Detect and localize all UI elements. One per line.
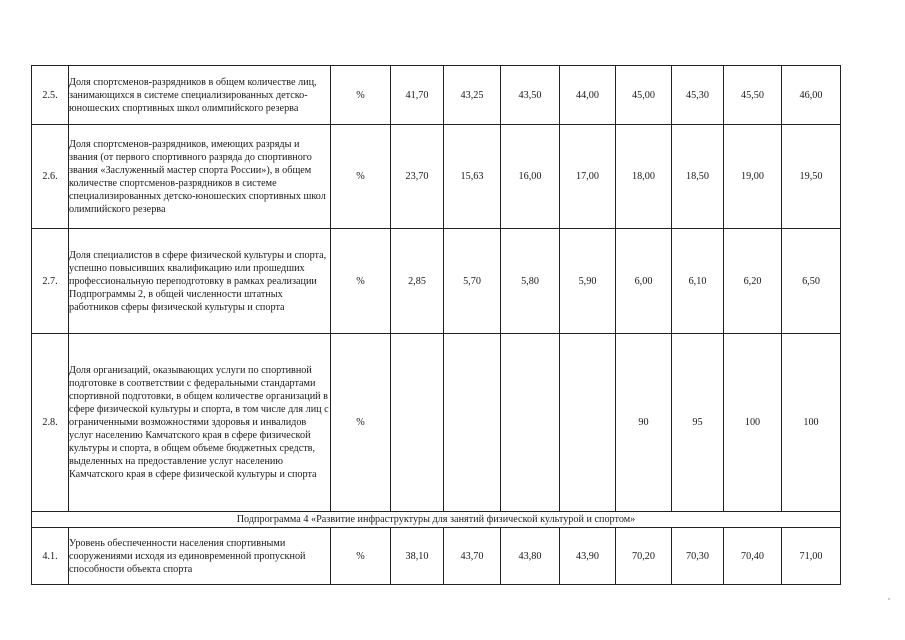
value-cell: 70,40 [724, 528, 782, 585]
value-cell: 19,50 [782, 125, 841, 229]
value-cell: 70,30 [672, 528, 724, 585]
value-cell: 38,10 [391, 528, 444, 585]
value-cell [391, 334, 444, 512]
value-cell: 19,00 [724, 125, 782, 229]
value-cell: 45,50 [724, 66, 782, 125]
value-cell [444, 334, 501, 512]
value-cell: 100 [782, 334, 841, 512]
value-cell: 18,50 [672, 125, 724, 229]
scan-speck [888, 598, 890, 600]
row-number: 2.8. [32, 334, 69, 512]
value-cell: 41,70 [391, 66, 444, 125]
value-cell [501, 334, 560, 512]
value-cell: 44,00 [560, 66, 616, 125]
row-number: 2.5. [32, 66, 69, 125]
indicator-description: Уровень обеспеченности населения спортивными сооружениями исходя из единовременной пропускной способности объекта спорта [69, 528, 331, 585]
table-row [32, 334, 841, 512]
value-cell: 90 [616, 334, 672, 512]
table-row [32, 66, 841, 125]
value-cell: 45,00 [616, 66, 672, 125]
value-cell: 95 [672, 334, 724, 512]
table-row [32, 528, 841, 585]
row-number: 2.6. [32, 125, 69, 229]
value-cell: 6,20 [724, 229, 782, 334]
value-cell: 6,00 [616, 229, 672, 334]
unit-cell: % [331, 229, 391, 334]
indicator-description: Доля спортсменов-разрядников в общем количестве лиц, занимающихся в системе специализированных детско-юношеских спортивных школ олимпийского резерва [69, 66, 331, 125]
indicators-table [31, 65, 841, 585]
table-row [32, 125, 841, 229]
unit-cell: % [331, 528, 391, 585]
row-number: 4.1. [32, 528, 69, 585]
value-cell: 17,00 [560, 125, 616, 229]
value-cell: 43,90 [560, 528, 616, 585]
value-cell: 15,63 [444, 125, 501, 229]
value-cell [560, 334, 616, 512]
unit-cell: % [331, 334, 391, 512]
subprogram-title: Подпрограмма 4 «Развитие инфраструктуры для занятий физической культурой и спортом» [32, 512, 841, 528]
value-cell: 100 [724, 334, 782, 512]
value-cell: 43,25 [444, 66, 501, 125]
subprogram-header-row [32, 512, 841, 528]
indicator-description: Доля организаций, оказывающих услуги по спортивной подготовке в соответствии с федеральными стандартами спортивной подготовки, в общем количестве организаций в сфере физической культуры и спорта, в том числе для лиц с ограниченными возможностями здоровья и инвалидов услуг населению Камчатского края в сфере физической культуры и спорта, в общем объеме бюджетных средств, выделенных на предоставление услуг населению Камчатского края в сфере физической культуры и спорта [69, 334, 331, 512]
value-cell: 5,70 [444, 229, 501, 334]
value-cell: 16,00 [501, 125, 560, 229]
value-cell: 2,85 [391, 229, 444, 334]
value-cell: 43,50 [501, 66, 560, 125]
indicator-description: Доля спортсменов-разрядников, имеющих разряды и звания (от первого спортивного разряда до спортивного звания «Заслуженный мастер спорта России»), в общем количестве спортсменов-разрядников в системе специализированных детско-юношеских спортивных школ олимпийского резерва [69, 125, 331, 229]
value-cell: 43,80 [501, 528, 560, 585]
value-cell: 18,00 [616, 125, 672, 229]
row-number: 2.7. [32, 229, 69, 334]
value-cell: 5,90 [560, 229, 616, 334]
value-cell: 45,30 [672, 66, 724, 125]
unit-cell: % [331, 66, 391, 125]
table-row [32, 229, 841, 334]
unit-cell: % [331, 125, 391, 229]
value-cell: 6,10 [672, 229, 724, 334]
value-cell: 70,20 [616, 528, 672, 585]
value-cell: 23,70 [391, 125, 444, 229]
indicator-description: Доля специалистов в сфере физической культуры и спорта, успешно повысивших квалификацию или прошедших профессиональную переподготовку в рамках реализации Подпрограммы 2, в общей численности штатных работников сферы физической культуры и спорта [69, 229, 331, 334]
value-cell: 46,00 [782, 66, 841, 125]
value-cell: 6,50 [782, 229, 841, 334]
value-cell: 71,00 [782, 528, 841, 585]
value-cell: 5,80 [501, 229, 560, 334]
value-cell: 43,70 [444, 528, 501, 585]
